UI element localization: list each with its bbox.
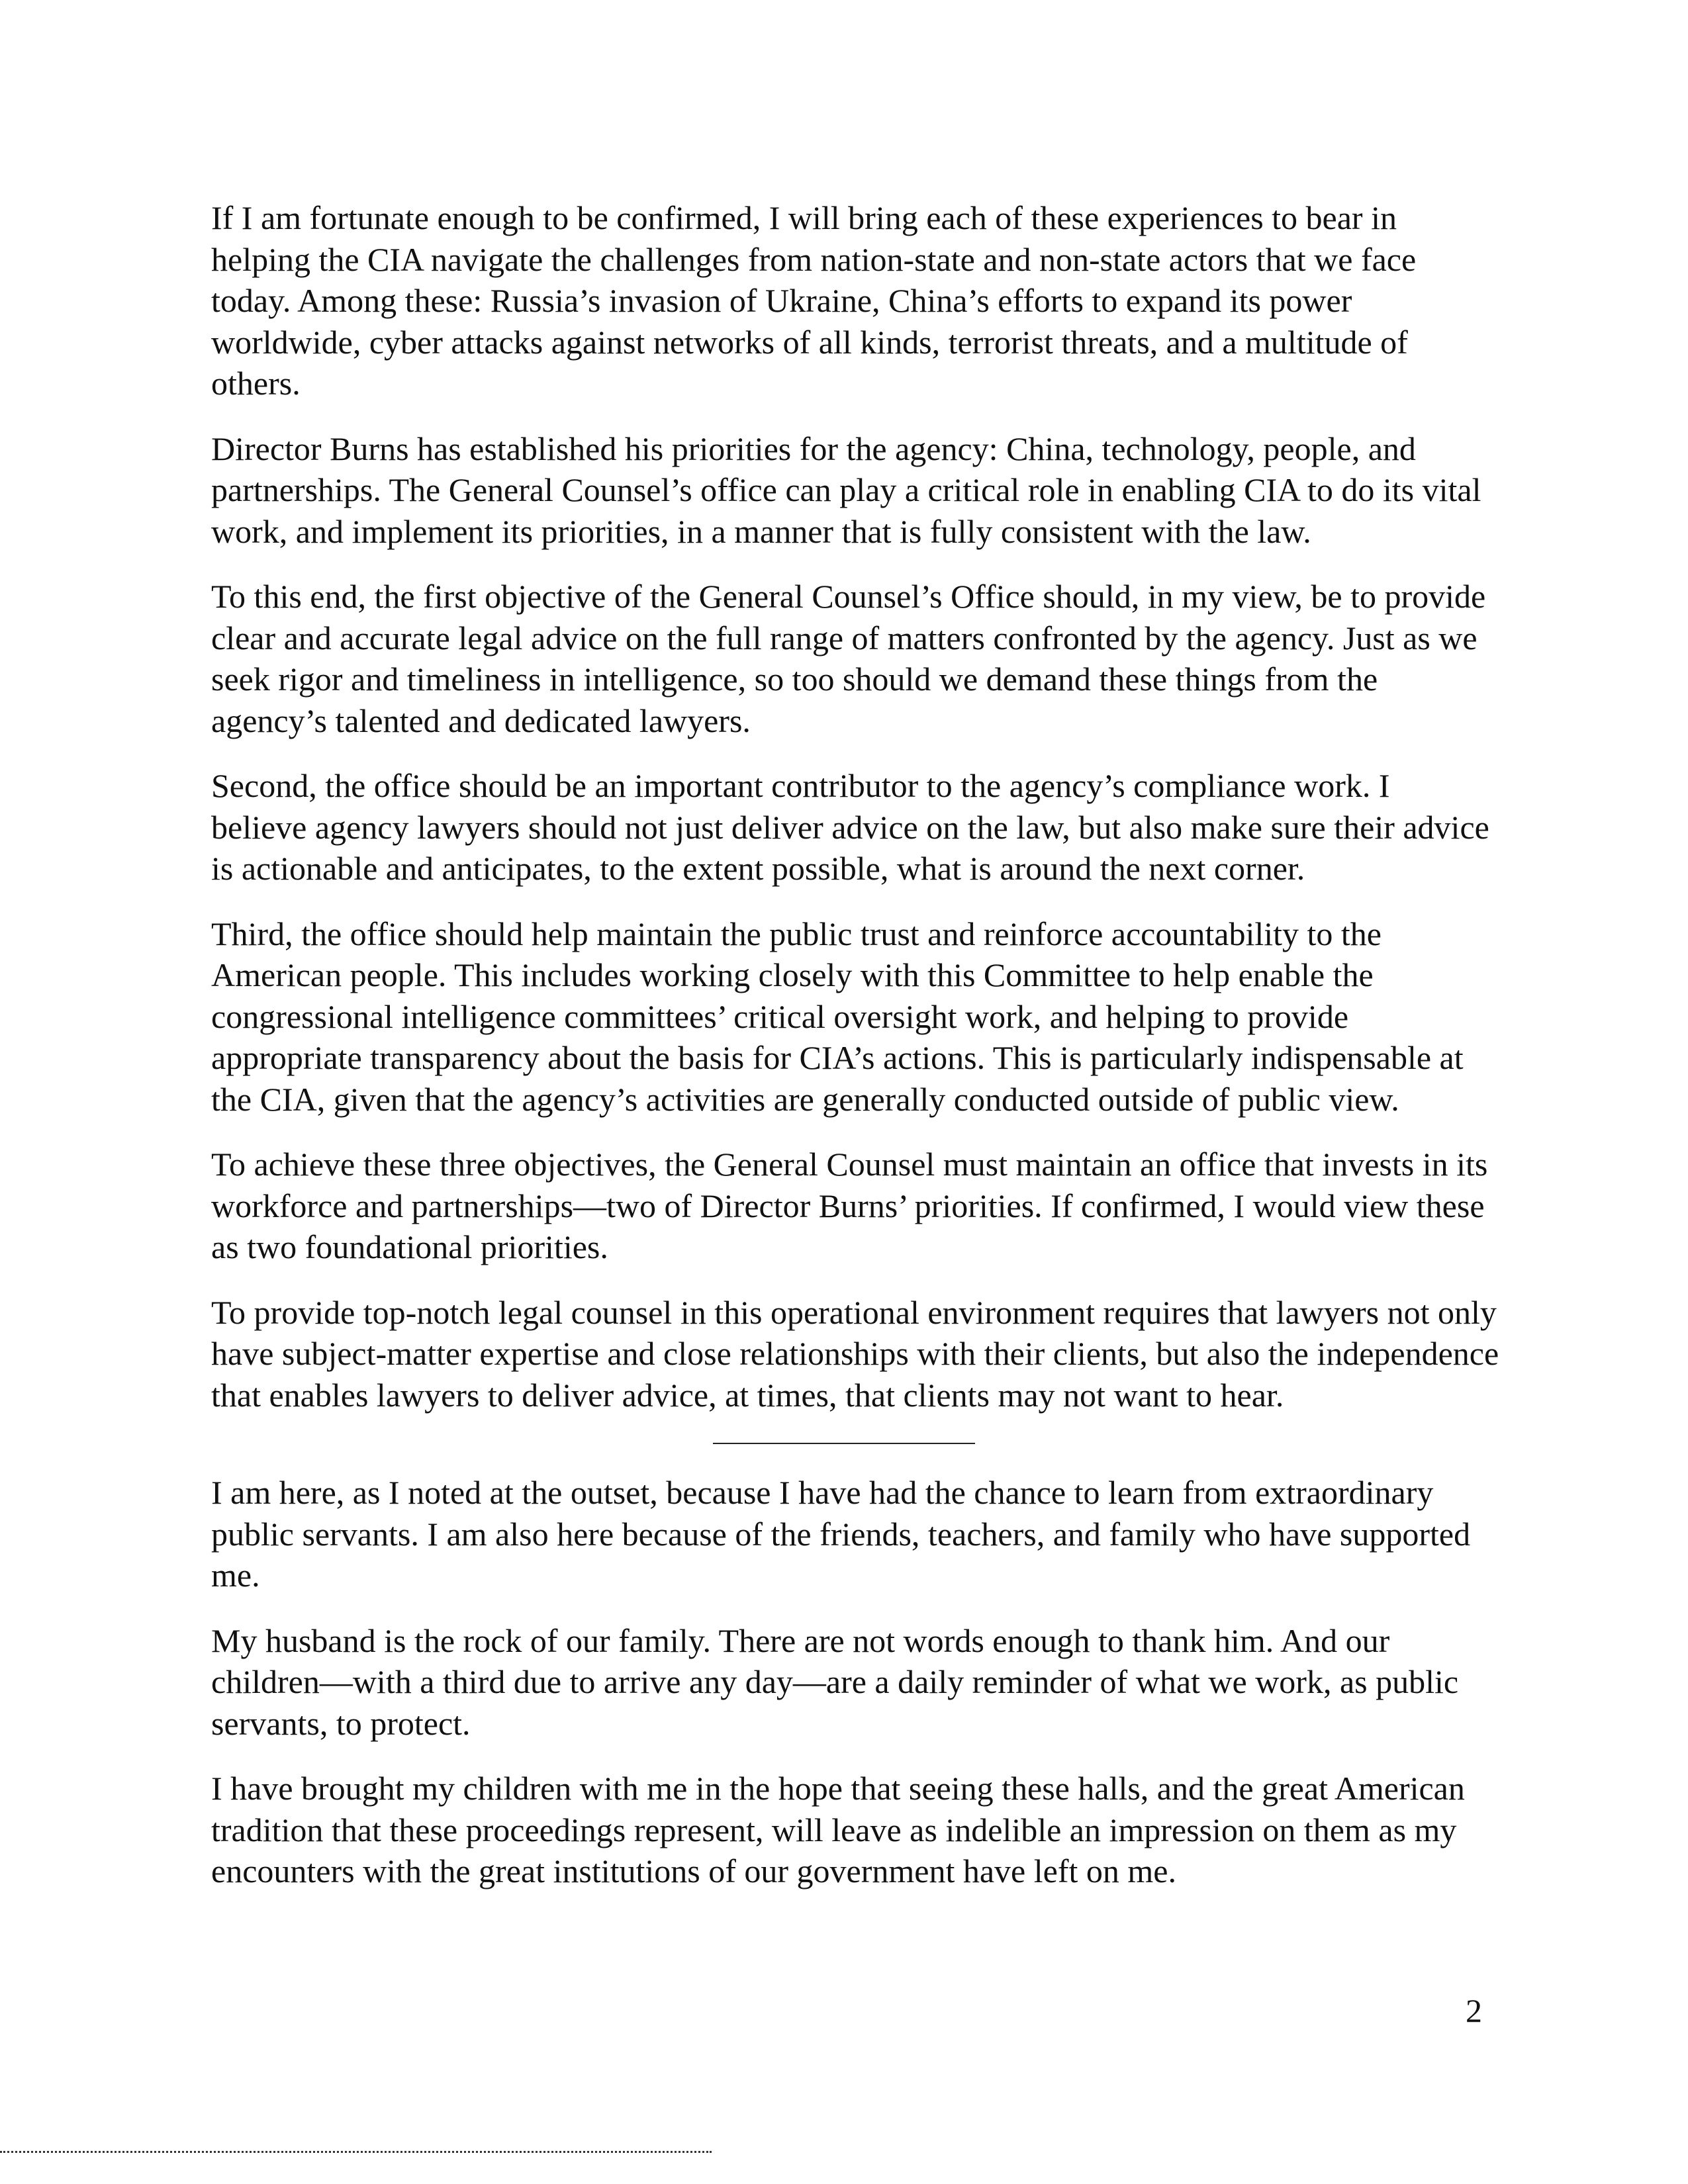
text-line: have subject-matter expertise and close relationships with their clients, but also the independence xyxy=(211,1335,1499,1372)
text-line: I am here, as I noted at the outset, because I have had the chance to learn from extraordinary xyxy=(211,1474,1434,1511)
text-line: believe agency lawyers should not just deliver advice on the law, but also make sure their advice xyxy=(211,808,1489,846)
text-line: the CIA, given that the agency’s activities are generally conducted outside of public view. xyxy=(211,1080,1399,1118)
text-line: me. xyxy=(211,1557,260,1594)
text-line: clear and accurate legal advice on the full range of matters confronted by the agency. Just as we xyxy=(211,619,1477,657)
text-line: workforce and partnerships—two of Director Burns’ priorities. If confirmed, I would view these xyxy=(211,1187,1485,1224)
bottom-scan-line xyxy=(0,2151,712,2153)
text-line: seek rigor and timeliness in intelligence, so too should we demand these things from the xyxy=(211,660,1378,698)
page-number: 2 xyxy=(1466,1992,1482,2029)
text-line: today. Among these: Russia’s invasion of Ukraine, China’s efforts to expand its power xyxy=(211,282,1352,319)
text-line: work, and implement its priorities, in a manner that is fully consistent with the law. xyxy=(211,512,1311,550)
text-line: To provide top-notch legal counsel in this operational environment requires that lawyers not only xyxy=(211,1293,1497,1331)
paragraph xyxy=(211,913,1535,1120)
text-line: is actionable and anticipates, to the extent possible, what is around the next corner. xyxy=(211,850,1305,887)
paragraph xyxy=(211,1620,1535,1745)
paragraph xyxy=(211,1472,1535,1596)
paragraph xyxy=(211,197,1535,404)
text-line: agency’s talented and dedicated lawyers. xyxy=(211,702,751,739)
text-line: others. xyxy=(211,365,301,402)
text-line: that enables lawyers to deliver advice, at times, that clients may not want to hear. xyxy=(211,1376,1284,1414)
paragraph xyxy=(211,576,1535,741)
text-line: public servants. I am also here because of the friends, teachers, and family who have supported xyxy=(211,1515,1471,1553)
text-line: appropriate transparency about the basis for CIA’s actions. This is particularly indispensable at xyxy=(211,1039,1464,1076)
text-line: To achieve these three objectives, the General Counsel must maintain an office that invests in its xyxy=(211,1146,1488,1183)
text-line: congressional intelligence committees’ critical oversight work, and helping to provide xyxy=(211,997,1349,1035)
text-line: If I am fortunate enough to be confirmed, I will bring each of these experiences to bear in xyxy=(211,199,1397,236)
text-line: Director Burns has established his priorities for the agency: China, technology, people, and xyxy=(211,430,1416,467)
text-line: children—with a third due to arrive any day—are a daily reminder of what we work, as public xyxy=(211,1663,1459,1700)
paragraph xyxy=(211,428,1535,553)
text-line: My husband is the rock of our family. There are not words enough to thank him. And our xyxy=(211,1621,1390,1659)
text-line: helping the CIA navigate the challenges from nation-state and non-state actors that we face xyxy=(211,240,1417,278)
paragraph xyxy=(211,1144,1535,1268)
text-line: tradition that these proceedings represent, will leave as indelible an impression on them as my xyxy=(211,1811,1457,1848)
document-body-bottom xyxy=(211,1472,1535,1916)
text-line: Second, the office should be an important contributor to the agency’s compliance work. I xyxy=(211,767,1390,804)
text-line: Third, the office should help maintain the public trust and reinforce accountability to the xyxy=(211,915,1382,952)
text-line: worldwide, cyber attacks against networks of all kinds, terrorist threats, and a multitude of xyxy=(211,323,1408,361)
paragraph xyxy=(211,765,1535,889)
paragraph xyxy=(211,1768,1535,1892)
text-line: partnerships. The General Counsel’s office can play a critical role in enabling CIA to do its vital xyxy=(211,471,1481,508)
text-line: encounters with the great institutions of our government have left on me. xyxy=(211,1852,1176,1889)
text-line: as two foundational priorities. xyxy=(211,1228,608,1265)
section-separator xyxy=(713,1443,975,1444)
document-body-top xyxy=(211,197,1535,1439)
paragraph xyxy=(211,1292,1535,1416)
text-line: servants, to protect. xyxy=(211,1704,471,1742)
text-line: To this end, the first objective of the General Counsel’s Office should, in my view, be to provide xyxy=(211,578,1486,615)
text-line: American people. This includes working closely with this Committee to help enable the xyxy=(211,956,1374,993)
text-line: I have brought my children with me in the hope that seeing these halls, and the great American xyxy=(211,1770,1465,1807)
